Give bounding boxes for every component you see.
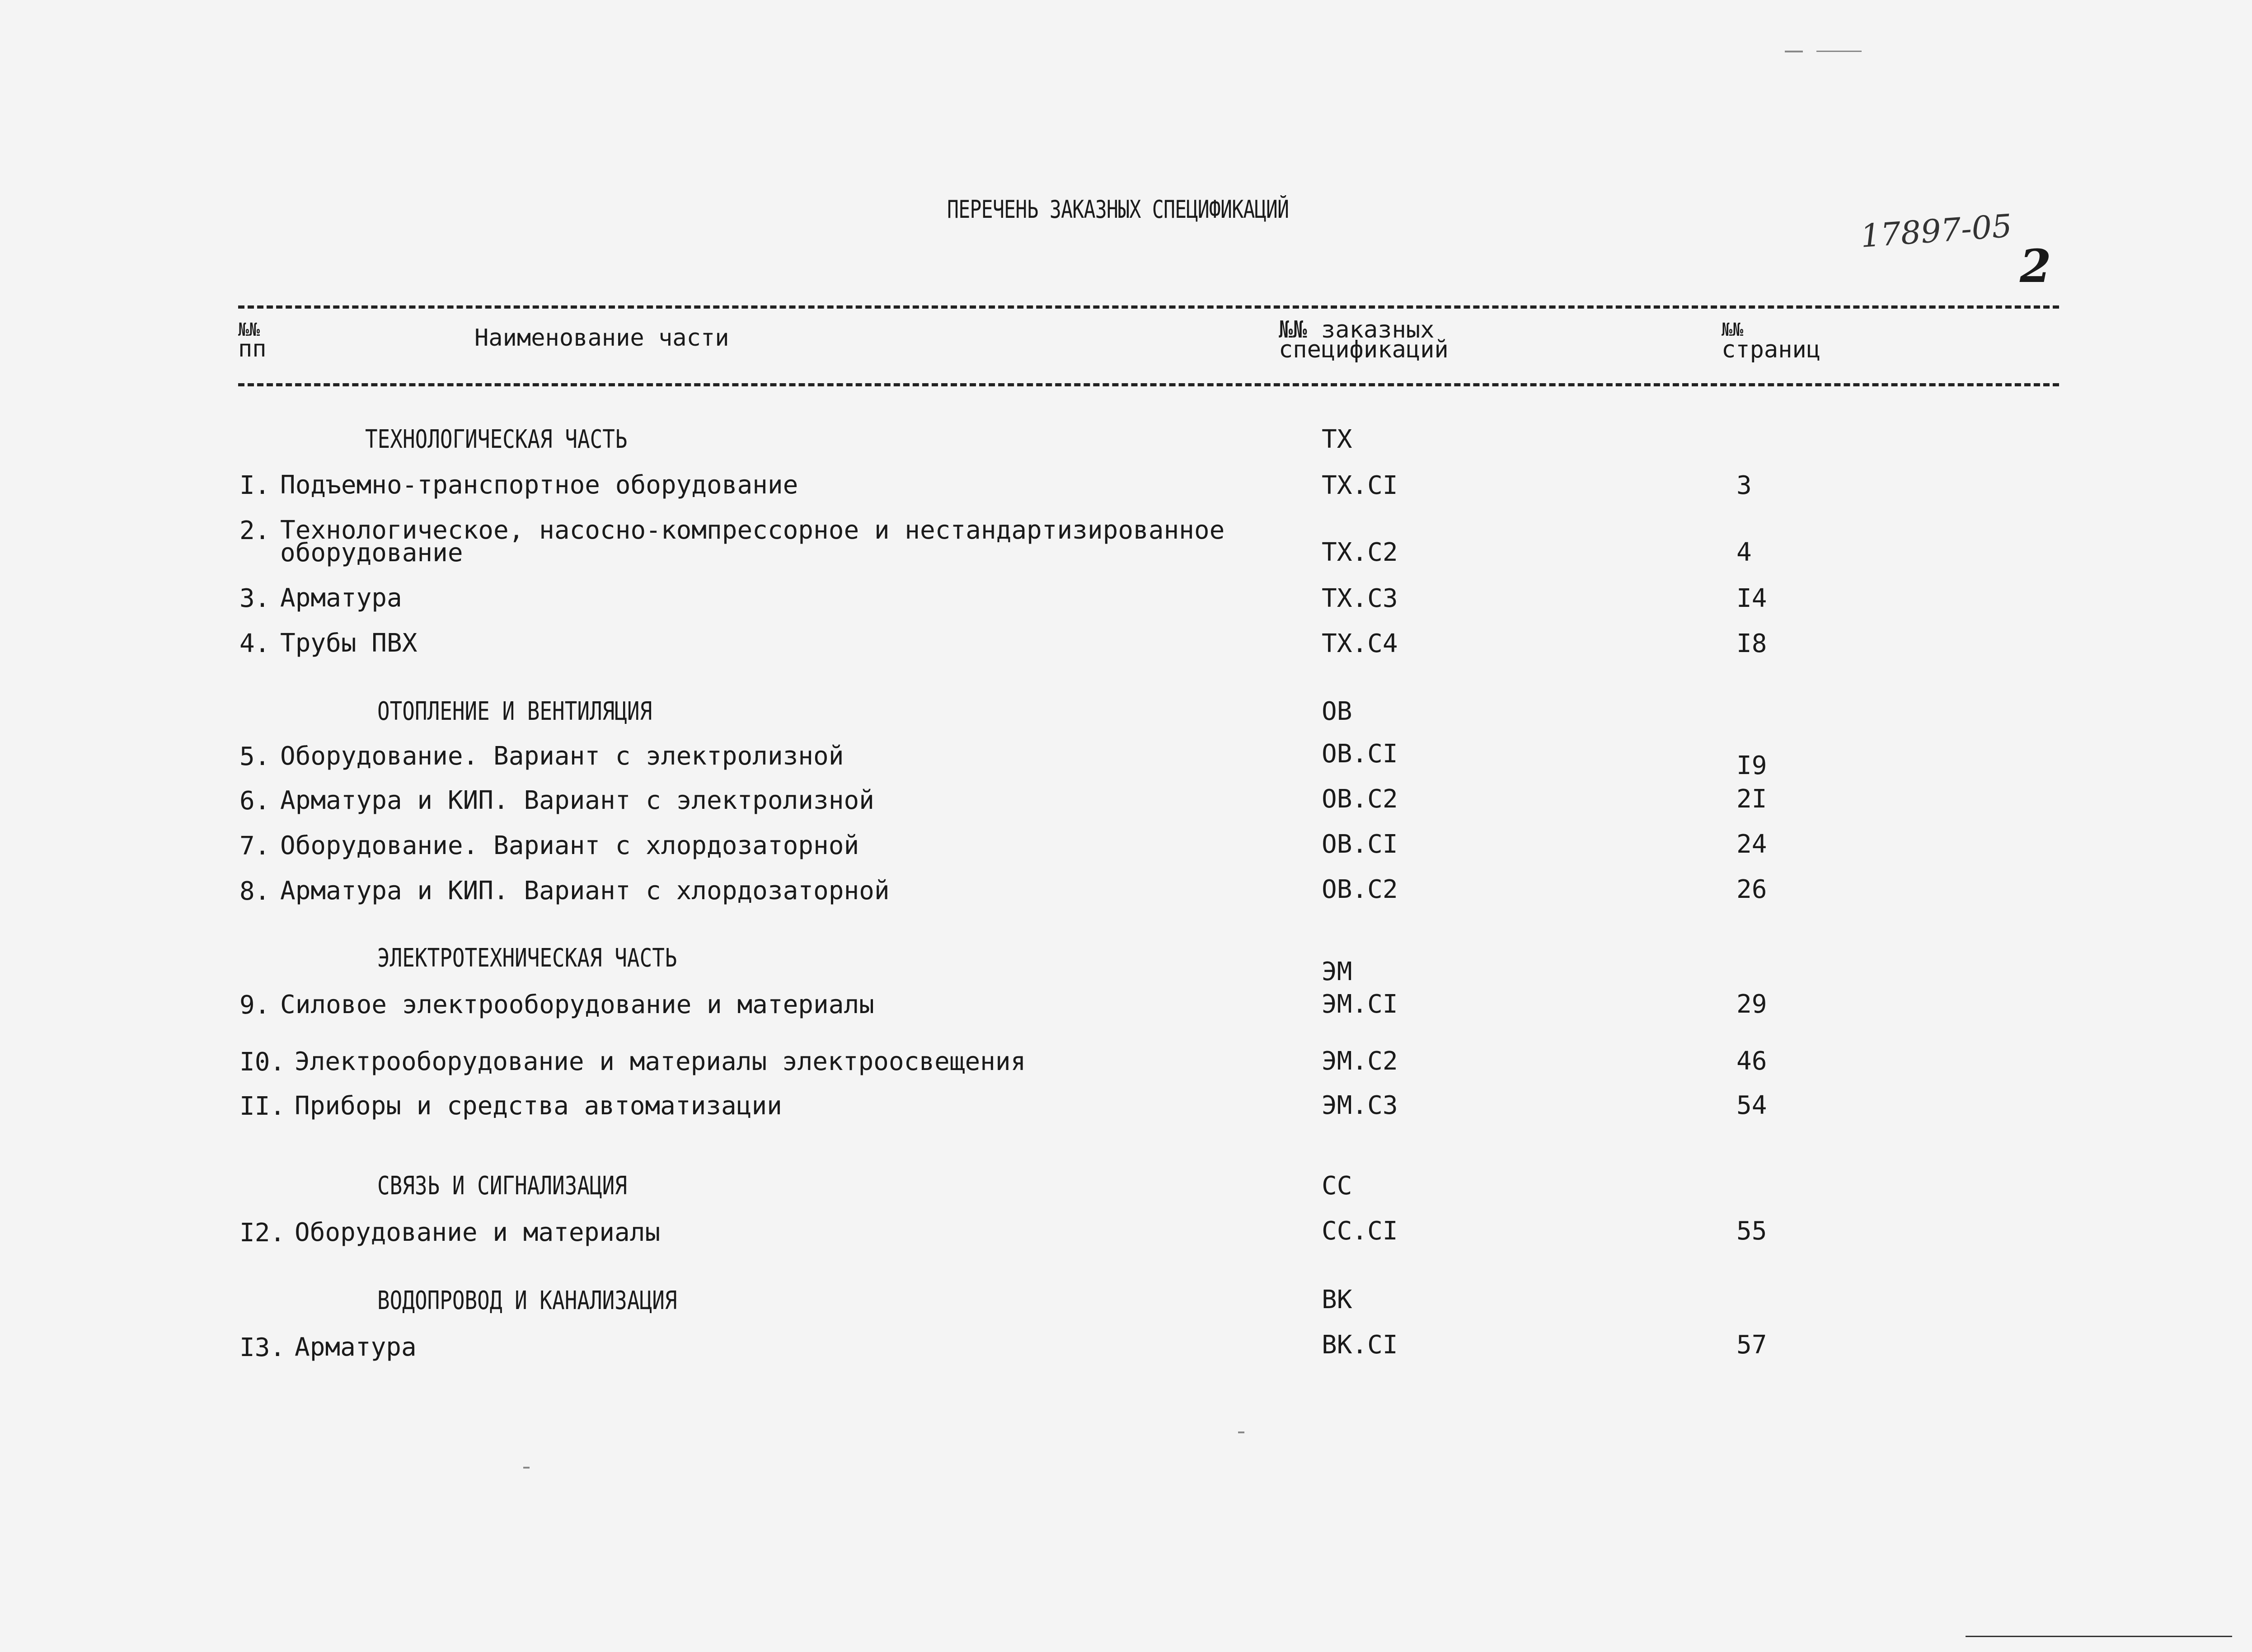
row-name: Электрооборудование и материалы электроосвещения [295,1047,1026,1076]
row-pages: I4 [1736,584,1767,613]
header-top-rule [238,305,2059,309]
row-spec-code: ЭМ.С2 [1322,1047,1398,1076]
header-spec-line2: спецификаций [1279,336,1449,363]
row-num: I0. [239,1047,286,1077]
header-spec-line1: №№ заказных [1279,316,1435,343]
scan-speck [523,1467,530,1469]
section-title: СВЯЗЬ И СИГНАЛИЗАЦИЯ [377,1171,627,1201]
header-bottom-rule [238,383,2059,386]
row-spec-code: ОВ.CI [1322,739,1398,769]
section-code: СС [1322,1171,1352,1201]
row-name: Арматура и КИП. Вариант с хлордозаторной [280,876,890,906]
row-spec-code: ОВ.С2 [1322,875,1398,904]
row-name: Арматура и КИП. Вариант с электролизной [280,786,874,815]
row-num: 2. [239,516,270,545]
row-spec-code: ОВ.CI [1322,830,1398,859]
row-pages: 54 [1736,1091,1767,1120]
section-code: ЭМ [1322,957,1352,986]
scan-speck [1785,51,1803,52]
row-num: II. [239,1092,286,1121]
section-code: ВК [1322,1285,1352,1314]
row-num: 5. [239,742,270,771]
section-code: ОВ [1322,697,1352,726]
page-title: ПЕРЕЧЕНЬ ЗАКАЗНЫХ СПЕЦИФИКАЦИЙ [947,195,1289,224]
row-pages: 24 [1736,830,1767,859]
row-name: Приборы и средства автоматизации [295,1091,782,1121]
row-pages: 2I [1736,784,1767,814]
section-title: ВОДОПРОВОД И КАНАЛИЗАЦИЯ [377,1286,677,1315]
row-pages: 3 [1736,471,1752,500]
section-title: ЭЛЕКТРОТЕХНИЧЕСКАЯ ЧАСТЬ [377,943,677,973]
row-pages: 57 [1736,1330,1767,1360]
row-spec-code: ЭМ.CI [1322,990,1398,1019]
row-num: 7. [239,831,270,861]
header-name: Наименование части [474,324,729,352]
header-pages-line2: страниц [1722,336,1821,363]
header-num-line2: пп [238,335,267,362]
section-title: ОТОПЛЕНИЕ И ВЕНТИЛЯЦИЯ [377,697,652,726]
row-name: Оборудование. Вариант с электролизной [280,742,844,771]
row-name: Технологическое, насосно-компрессорное и нестандартизированное [280,516,1225,545]
page-number: 2 [2020,239,2051,293]
scan-speck [1816,51,1862,52]
document-number: 17897-05 [1859,207,2013,255]
scan-speck [1238,1431,1244,1433]
header-pages-line1: №№ [1722,319,1744,340]
row-name: Оборудование. Вариант с хлордозаторной [280,831,859,860]
row-spec-code: ЭМ.С3 [1322,1091,1398,1120]
row-num: I3. [239,1333,286,1362]
row-name-continued: оборудование [280,538,463,568]
row-name: Трубы ПВХ [280,629,418,658]
scan-line [1966,1636,2232,1637]
row-name: Арматура [280,583,402,613]
row-spec-code: ТХ.С2 [1322,538,1398,567]
section-code: ТХ [1322,425,1352,454]
row-pages: 55 [1736,1216,1767,1246]
row-num: 3. [239,584,270,613]
row-num: 8. [239,877,270,906]
section-title: ТЕХНОЛОГИЧЕСКАЯ ЧАСТЬ [365,425,628,454]
row-spec-code: ВК.CI [1322,1330,1398,1360]
row-name: Арматура [295,1333,417,1362]
row-name: Подъемно-транспортное оборудование [280,470,798,500]
header-num-line1: №№ [238,319,260,340]
row-spec-code: ТХ.CI [1322,471,1398,500]
row-num: I. [239,471,270,500]
row-num: 6. [239,786,270,816]
row-pages: I8 [1736,629,1767,658]
row-num: I2. [239,1218,286,1248]
row-pages: 29 [1736,990,1767,1019]
row-pages: 4 [1736,538,1752,567]
row-num: 9. [239,990,270,1020]
row-spec-code: ТХ.С3 [1322,584,1398,613]
row-pages: 26 [1736,875,1767,904]
row-spec-code: ОВ.С2 [1322,784,1398,814]
row-num: 4. [239,629,270,658]
row-spec-code: ТХ.С4 [1322,629,1398,658]
row-name: Силовое электрооборудование и материалы [280,990,874,1019]
row-pages: I9 [1736,751,1767,780]
row-pages: 46 [1736,1047,1767,1076]
row-name: Оборудование и материалы [295,1218,661,1247]
row-spec-code: СС.CI [1322,1216,1398,1246]
